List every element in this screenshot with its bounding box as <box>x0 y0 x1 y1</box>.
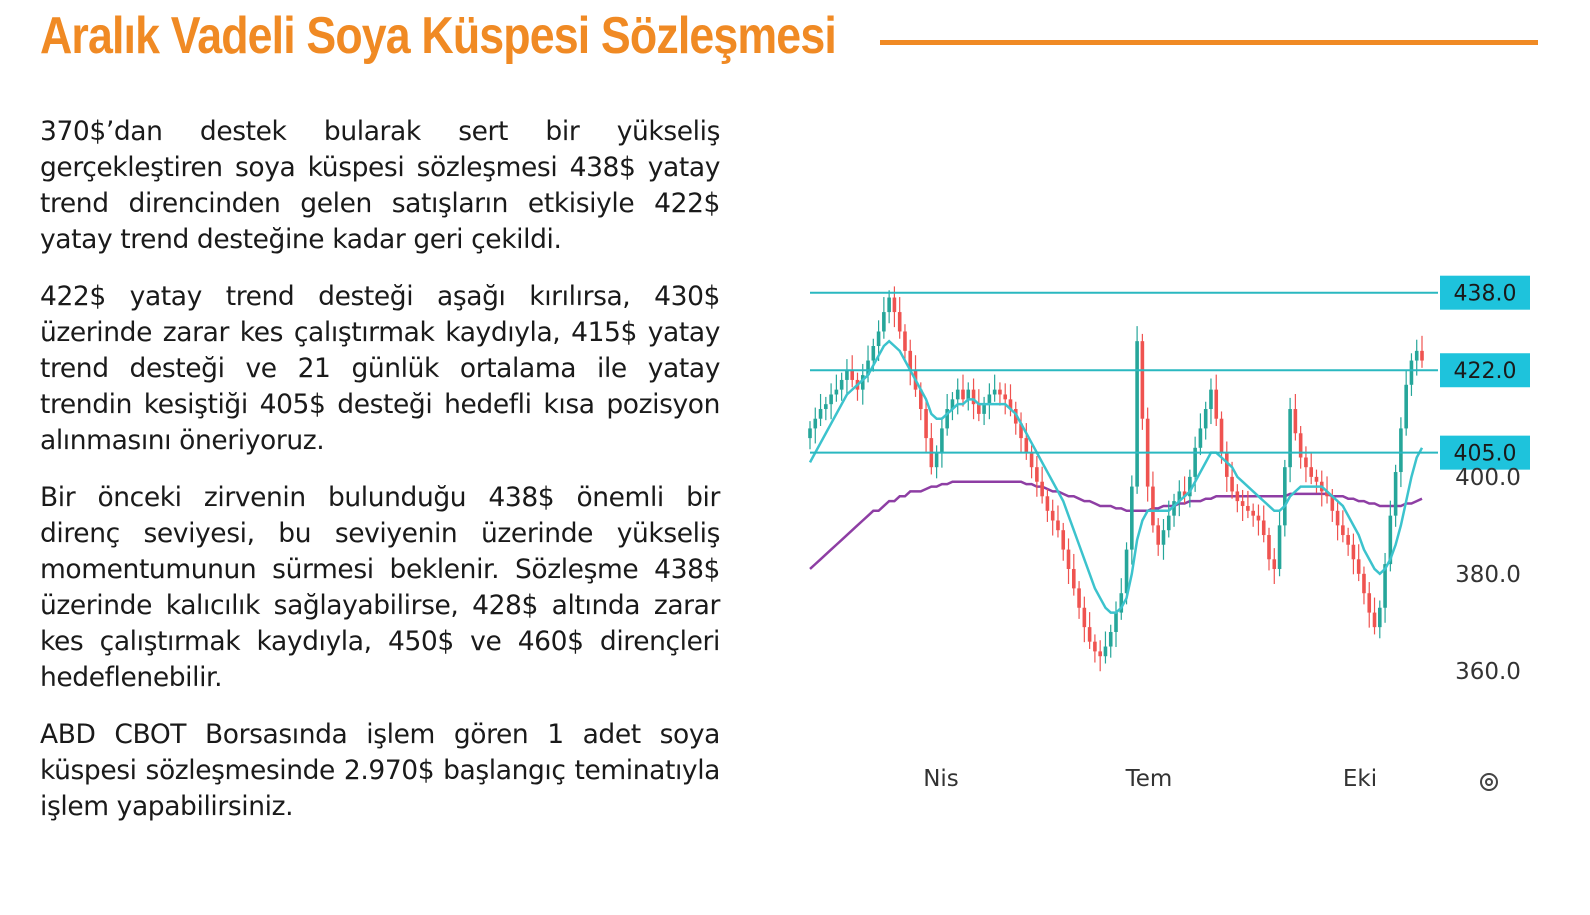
candle <box>1262 505 1266 542</box>
candle <box>882 297 886 339</box>
candle-body <box>1088 627 1092 642</box>
candle-body <box>1151 487 1155 526</box>
page-title: Aralık Vadeli Soya Küspesi Sözleşmesi <box>40 7 836 65</box>
candle-body <box>988 394 992 404</box>
paragraph-2: 422$ yatay trend desteği aşağı kırılırsa, 430$ üzerinde zarar kes çalıştırmak kaydıyla, 415$ yatay trend desteği ve 21 günlük ortalama ile yatay trendin kesiştiği 405$ desteği hedefli kısa pozisyon alınmasını öneriyoruz. <box>40 281 720 456</box>
candle <box>1119 578 1123 620</box>
candle-body <box>1114 613 1118 632</box>
candle-body <box>1299 433 1303 457</box>
candle-body <box>1373 613 1377 628</box>
candle-body <box>1162 530 1166 545</box>
candle <box>1199 413 1203 455</box>
candle <box>1236 484 1240 512</box>
candle-body <box>1404 385 1408 429</box>
candle-body <box>1056 521 1060 531</box>
candle-body <box>1167 516 1171 531</box>
title-rule <box>880 40 1538 45</box>
candle-body <box>1257 516 1261 521</box>
candle <box>951 392 955 420</box>
candle-body <box>1315 477 1319 482</box>
candle <box>1278 510 1282 576</box>
candle-body <box>835 390 839 395</box>
level-badge-label: 438.0 <box>1453 281 1517 307</box>
candle-body <box>1046 496 1050 511</box>
candle <box>1077 581 1081 619</box>
candle-body <box>1003 394 1007 399</box>
candle <box>1083 597 1087 643</box>
candle <box>1093 634 1097 662</box>
candle-body <box>1278 525 1282 569</box>
candle <box>1035 456 1039 497</box>
candle <box>1209 378 1213 424</box>
candle-body <box>882 312 886 331</box>
candle <box>1367 582 1371 628</box>
candle-body <box>1104 647 1108 657</box>
candle <box>1046 489 1050 522</box>
candle <box>1098 640 1102 671</box>
candle-body <box>1135 341 1139 486</box>
x-tick-label: Nis <box>923 766 959 792</box>
candle <box>1162 519 1166 560</box>
candle <box>1114 601 1118 647</box>
candle <box>1178 480 1182 516</box>
candle <box>1061 523 1065 561</box>
candle-body <box>956 390 960 400</box>
candle-body <box>1083 608 1087 627</box>
candle-body <box>877 331 881 346</box>
candle-body <box>1072 569 1076 588</box>
candle <box>1357 544 1361 581</box>
candle <box>966 382 970 410</box>
candle <box>824 397 828 420</box>
candle-body <box>1294 409 1298 433</box>
candle-body <box>1399 428 1403 472</box>
candle-body <box>1077 588 1081 607</box>
candle-body <box>1346 535 1350 545</box>
candle-body <box>819 409 823 419</box>
candle-body <box>872 346 876 361</box>
candle <box>1056 505 1060 537</box>
candle-body <box>1304 457 1308 467</box>
candle <box>1214 375 1218 426</box>
candle <box>1283 460 1287 537</box>
candle-body <box>898 312 902 331</box>
analysis-text <box>40 114 720 846</box>
candle <box>998 382 1002 405</box>
candle-body <box>903 331 907 350</box>
price-chart <box>800 275 1540 805</box>
candle-body <box>1362 574 1366 593</box>
candle <box>1362 567 1366 605</box>
levels <box>810 276 1530 470</box>
candle-body <box>1214 390 1218 419</box>
candle-body <box>845 370 849 380</box>
candle <box>845 359 849 395</box>
candle-body <box>887 298 891 313</box>
x-tick-label: Tem <box>1125 766 1173 792</box>
candle-body <box>1061 530 1065 549</box>
candle-body <box>893 298 897 313</box>
candle-body <box>1067 550 1071 569</box>
candle-body <box>1156 525 1160 544</box>
candle <box>1294 394 1298 441</box>
candle-body <box>1241 501 1245 506</box>
x-tick-label: Eki <box>1342 766 1378 792</box>
candle <box>1183 476 1187 503</box>
candle-body <box>1410 361 1414 385</box>
candle <box>1146 408 1150 502</box>
candle <box>1019 412 1023 453</box>
candle <box>1394 465 1398 527</box>
candle <box>813 408 817 444</box>
candle-body <box>1367 593 1371 612</box>
candle-body <box>935 453 939 468</box>
candle-body <box>1246 506 1250 511</box>
candle <box>935 445 939 478</box>
candle <box>808 421 812 449</box>
candle-body <box>998 390 1002 395</box>
candle-body <box>813 419 817 429</box>
candle-body <box>850 370 854 380</box>
candle <box>1104 632 1108 664</box>
candle-body <box>1236 491 1240 501</box>
candle-body <box>1209 390 1213 409</box>
candle-body <box>1251 511 1255 516</box>
candle-body <box>1030 453 1034 468</box>
candle-body <box>1336 511 1340 526</box>
candle-body <box>1283 467 1287 525</box>
candle <box>1030 445 1034 478</box>
y-tick-label: 400.0 <box>1455 464 1521 491</box>
paragraph-4: ABD CBOT Borsasında işlem gören 1 adet soya küspesi sözleşmesinde 2.970$ başlangıç teminatıyla işlem yapabilirsiniz. <box>40 719 720 822</box>
candle <box>1246 491 1250 518</box>
candle <box>1172 494 1176 527</box>
candle-body <box>1262 521 1266 536</box>
candle-body <box>1352 545 1356 560</box>
candle <box>1225 441 1229 491</box>
candle <box>1067 538 1071 584</box>
ma-short-layer <box>810 341 1422 612</box>
candle <box>1341 510 1345 542</box>
ma-short-line <box>810 341 1422 612</box>
candle-body <box>1378 608 1382 627</box>
candle <box>1288 398 1292 482</box>
level-badge-label: 422.0 <box>1453 359 1517 385</box>
candle-body <box>1267 535 1271 559</box>
candle-body <box>1288 409 1292 467</box>
candle-body <box>1025 438 1029 453</box>
candle <box>1141 334 1145 430</box>
candle-body <box>1220 419 1224 453</box>
candle-body <box>1040 482 1044 497</box>
candle <box>829 383 833 419</box>
candle-body <box>1230 477 1234 492</box>
y-tick-label: 360.0 <box>1455 658 1521 685</box>
candle <box>840 373 844 401</box>
candle <box>1383 553 1387 623</box>
candle <box>1272 548 1276 584</box>
candle <box>1378 600 1382 638</box>
candle <box>1410 353 1414 396</box>
candle-body <box>1394 472 1398 516</box>
candle-body <box>1341 525 1345 535</box>
candle-body <box>1199 428 1203 447</box>
candle-body <box>993 390 997 395</box>
candle <box>993 375 997 402</box>
candle-body <box>1204 409 1208 428</box>
candle <box>887 290 891 323</box>
candle-body <box>824 404 828 409</box>
candle <box>1151 472 1155 533</box>
candle-body <box>840 380 844 390</box>
y-axis <box>1455 465 1521 685</box>
candle-body <box>1272 559 1276 569</box>
candle-body <box>1141 341 1145 419</box>
candle-body <box>961 390 965 400</box>
candle <box>1346 528 1350 556</box>
candle <box>1309 452 1313 484</box>
candle <box>1352 534 1356 575</box>
paragraph-3: Bir önceki zirvenin bulunduğu 438$ önemli bir direnç seviyesi, bu seviyenin üzerinde yükseliş momentumunun sürmesi beklenir. Sözleşme 438$ üzerinde kalıcılık sağlayabilirse, 428$ altında zarar kes çalıştırmak kaydıyla, 450$ ve 460$ dirençleri hedeflenebilir. <box>40 482 720 693</box>
candle <box>819 394 823 426</box>
candle <box>835 375 839 402</box>
candle-body <box>977 404 981 414</box>
candle-body <box>1109 632 1113 647</box>
candle-body <box>1093 642 1097 652</box>
candle <box>1156 518 1160 556</box>
candle <box>1299 426 1303 469</box>
candle-body <box>829 394 833 404</box>
candle-body <box>1035 467 1039 482</box>
candle <box>1336 500 1340 541</box>
candle <box>1051 500 1055 536</box>
candle-body <box>1098 651 1102 656</box>
candle <box>956 378 960 414</box>
candle <box>1251 504 1255 527</box>
candle-body <box>1357 559 1361 574</box>
candle <box>1257 505 1261 536</box>
candle-body <box>966 390 970 400</box>
candle <box>898 297 902 339</box>
candle <box>908 340 912 386</box>
candle <box>1404 370 1408 436</box>
candle <box>1135 326 1139 494</box>
candle-body <box>1415 351 1419 361</box>
x-axis <box>923 766 1377 792</box>
candle-body <box>1420 351 1424 361</box>
candle <box>982 397 986 425</box>
candle <box>1267 528 1271 571</box>
level-badge-label: 405.0 <box>1453 441 1517 467</box>
candle <box>1130 475 1134 564</box>
candle-body <box>940 428 944 452</box>
candle <box>1315 470 1319 493</box>
candle <box>1088 612 1092 649</box>
candle <box>988 383 992 419</box>
candle-body <box>924 409 928 438</box>
candle-body <box>982 404 986 414</box>
settings-icon[interactable] <box>1481 774 1497 790</box>
candle <box>1420 336 1424 368</box>
candle-body <box>1051 511 1055 521</box>
candle-body <box>808 428 812 438</box>
candle <box>1003 383 1007 414</box>
candle <box>940 417 944 467</box>
candle <box>1109 625 1113 658</box>
candle <box>1040 467 1044 504</box>
candle-body <box>1309 467 1313 477</box>
candle <box>1072 554 1076 596</box>
candle <box>1373 598 1377 635</box>
candle <box>930 423 934 474</box>
paragraph-1: 370$’dan destek bularak sert bir yükseliş gerçekleştiren soya küspesi sözleşmesi 438$ yatay trend direncinden gelen satışların etkisiyle 422$ yatay trend desteğine kadar geri çekildi. <box>40 116 720 255</box>
candle-body <box>1130 487 1134 550</box>
candle <box>1241 490 1245 521</box>
candle <box>1204 402 1208 440</box>
y-tick-label: 380.0 <box>1455 561 1521 588</box>
